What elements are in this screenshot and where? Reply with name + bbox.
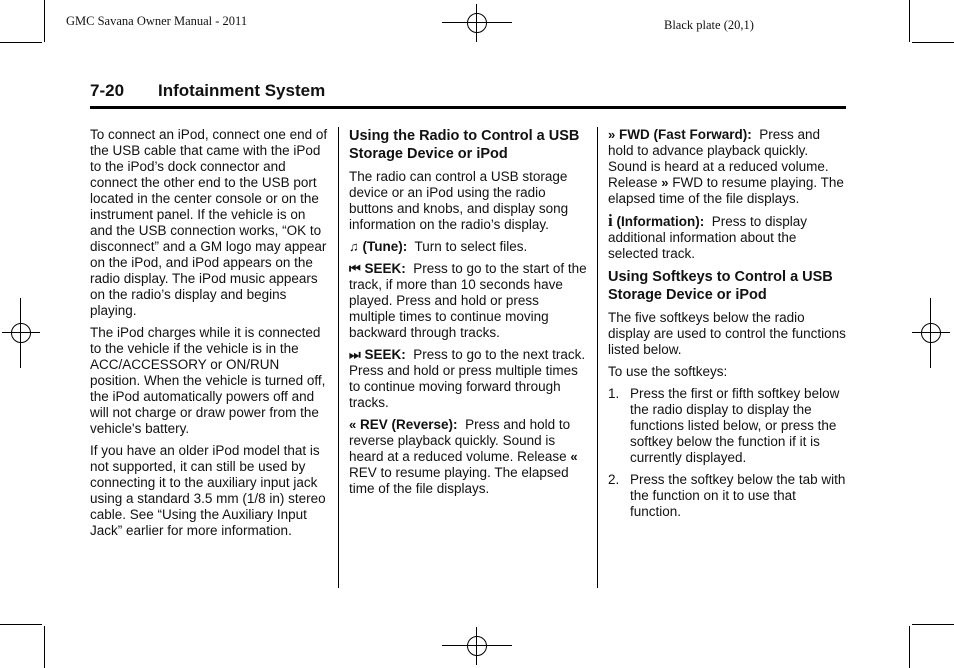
crop-mark	[909, 0, 910, 42]
reverse-icon: «	[349, 417, 357, 432]
info-icon: i	[608, 211, 613, 230]
paragraph: To use the softkeys:	[608, 364, 728, 379]
seek-forward-text: Press to go to the next track. Press and hold or press multiple times to continue moving forward through tracks.	[349, 347, 586, 410]
paragraph: The radio can control a USB storage device or an iPod using the radio buttons and knobs, and display song information on the radio’s display.	[349, 169, 569, 232]
paragraph: The five softkeys below the radio display are used to control the functions listed below.	[608, 310, 846, 357]
fast-forward-label: FWD (Fast Forward):	[619, 127, 752, 142]
registration-mark-right	[912, 314, 950, 352]
crop-mark	[44, 0, 45, 42]
manual-title: GMC Savana Owner Manual - 2011	[66, 14, 248, 28]
step-number: 2.	[608, 472, 620, 487]
section-heading: Using Softkeys to Control a USB Storage Device or iPod	[608, 269, 833, 303]
reverse-text: Press and hold to reverse playback quickly. Sound is heard at a reduced volume. Release	[349, 417, 571, 464]
list-item	[608, 386, 848, 466]
crop-mark	[0, 624, 42, 625]
crop-mark	[912, 624, 954, 625]
tune-item	[349, 239, 589, 255]
seek-back-text: Press to go to the start of the track, if more than 10 seconds have played. Press and hold or press multiple times to continue moving backward through tracks.	[349, 261, 587, 340]
plate-label: Black plate (20,1)	[664, 18, 754, 32]
crop-mark	[0, 42, 42, 43]
information-label: (Information):	[616, 214, 705, 229]
section-heading: Using the Radio to Control a USB Storage Device or iPod	[349, 128, 580, 162]
reverse-text-cont: REV to resume playing. The elapsed time of the file displays.	[349, 465, 569, 496]
column-2	[349, 127, 589, 503]
seek-back-icon: ⏮	[349, 261, 361, 276]
paragraph: To connect an iPod, connect one end of the USB cable that came with the iPod to the iPod’s dock connector and connect the other end to the USB port located in the center console or on the instrument panel. If the vehicle is on and the USB connection works, “OK to disconnect” and a GM logo may appear on the iPod, and iPod appears on the radio display. The iPod music appears on the radio’s display and begins playing.	[90, 127, 328, 318]
registration-mark-bottom	[458, 627, 496, 665]
crop-mark	[909, 626, 910, 668]
column-divider	[338, 127, 339, 588]
tune-label: (Tune):	[362, 239, 408, 254]
registration-mark-left	[2, 314, 40, 352]
section-header	[90, 80, 846, 109]
seek-forward-label: SEEK:	[364, 347, 406, 362]
column-1	[90, 127, 330, 545]
information-item	[608, 213, 848, 262]
crop-mark	[912, 42, 954, 43]
fast-forward-text-cont: FWD to resume playing. The elapsed time of the file displays.	[608, 175, 844, 206]
step-text: Press the first or fifth softkey below the radio display to display the functions listed below, or press the softkey below the function if it is currently displayed.	[630, 386, 840, 465]
information-text: Press to display additional information about the selected track.	[608, 214, 808, 261]
crop-mark	[44, 626, 45, 668]
column-divider	[597, 127, 598, 588]
step-number: 1.	[608, 386, 620, 401]
registration-mark-top	[458, 4, 496, 42]
list-item	[608, 472, 848, 520]
reverse-icon: «	[570, 449, 578, 464]
fast-forward-item	[608, 127, 848, 207]
fast-forward-text: Press and hold to advance playback quickly. Sound is heard at a reduced volume. Release	[608, 127, 829, 190]
step-text: Press the softkey below the tab with the function on it to use that function.	[630, 472, 846, 519]
seek-back-item	[349, 261, 589, 341]
seek-forward-item	[349, 347, 589, 411]
page-number: 7-20	[90, 81, 125, 100]
tune-icon: ♫	[349, 239, 359, 254]
tune-text: Turn to select files.	[414, 239, 528, 254]
reverse-item	[349, 417, 589, 497]
column-3	[608, 127, 848, 526]
seek-forward-icon: ⏭	[349, 347, 361, 362]
reverse-label: REV (Reverse):	[360, 417, 458, 432]
fast-forward-icon: »	[661, 175, 669, 190]
paragraph: The iPod charges while it is connected to the vehicle if the vehicle is in the ACC/ACCESSORY or ON/RUN position. When the vehicle is turned off, the iPod automatically powers off and will not charge or draw power from the vehicle's battery.	[90, 325, 326, 436]
fast-forward-icon: »	[608, 127, 616, 142]
paragraph: If you have an older iPod model that is not supported, it can still be used by connecting it to the auxiliary input jack using a standard 3.5 mm (1/8 in) stereo cable. See “Using the Auxiliary Input Jack” earlier for more information.	[90, 443, 326, 538]
softkey-steps	[608, 386, 848, 520]
section-title: Infotainment System	[158, 81, 326, 100]
seek-back-label: SEEK:	[364, 261, 406, 276]
